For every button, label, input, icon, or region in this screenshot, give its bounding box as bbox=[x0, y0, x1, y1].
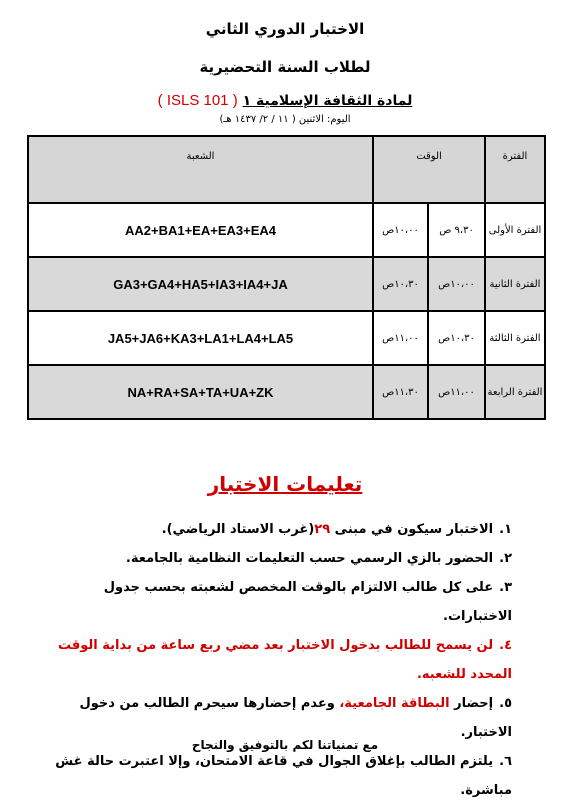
list-item bbox=[32, 631, 512, 689]
instructions-title: تعليمات الاختبار bbox=[207, 472, 363, 496]
table-header-row bbox=[28, 136, 545, 203]
period-cell: الفترة الرابعة bbox=[485, 365, 545, 419]
page-subtitle: لطلاب السنة التحضيرية bbox=[199, 58, 371, 76]
time-from-cell: ١١،٠٠ص bbox=[428, 365, 485, 419]
item-number: ٣. bbox=[499, 580, 512, 595]
period-cell: الفترة الثانية bbox=[485, 257, 545, 311]
id-card-highlight: البطاقة الجامعية، bbox=[339, 696, 450, 711]
course-title bbox=[0, 92, 570, 109]
table-row bbox=[28, 311, 545, 365]
item-text: الاختبار سيكون في مبنى bbox=[334, 522, 494, 537]
groups-cell: AA2+BA1+EA+EA3+EA4 bbox=[28, 203, 373, 257]
time-to-cell: ١١،٣٠ص bbox=[373, 365, 428, 419]
item-text: الحضور بالزي الرسمي حسب التعليمات النظامية بالجامعة. bbox=[125, 551, 494, 566]
exam-date: اليوم: الاثنين ( ١١ / ٢/ ١٤٣٧ هـ) bbox=[219, 114, 351, 125]
list-item bbox=[32, 573, 512, 631]
page-title: الاختبار الدوري الثاني bbox=[205, 20, 365, 38]
period-cell: الفترة الأولى bbox=[485, 203, 545, 257]
item-text: (غرب الاستاد الرياضي). bbox=[161, 522, 315, 537]
list-item bbox=[32, 544, 512, 573]
item-text: على كل طالب الالتزام بالوقت المخصص لشعبته بحسب جدول الاختبارات. bbox=[103, 580, 512, 624]
list-item bbox=[32, 515, 512, 544]
item-text: لن يسمح للطالب بدخول الاختبار بعد مضي ربع ساعة من بداية الوقت المحدد للشعبه. bbox=[57, 638, 512, 682]
time-from-cell: ١٠،٣٠ص bbox=[428, 311, 485, 365]
time-from-cell: ٩،٣٠ ص bbox=[428, 203, 485, 257]
time-to-cell: ١٠،٠٠ص bbox=[373, 203, 428, 257]
item-text: وعدم إحضارها سيحرم الطالب من دخول الاختبار. bbox=[79, 696, 512, 740]
item-text: يلتزم الطالب بإغلاق الجوال في قاعة الامتحان، وإلا اعتبرت حالة غش مباشرة. bbox=[55, 754, 512, 798]
item-number: ٦. bbox=[499, 754, 512, 769]
groups-cell: JA5+JA6+KA3+LA1+LA4+LA5 bbox=[28, 311, 373, 365]
item-number: ٤. bbox=[499, 638, 512, 653]
instructions-list bbox=[32, 515, 512, 805]
table-row bbox=[28, 365, 545, 419]
closing-wishes: مع تمنياتنا لكم بالتوفيق والنجاح bbox=[191, 738, 379, 752]
course-name: لمادة الثقافة الإسلامية ١ bbox=[242, 93, 413, 109]
item-text: إحضار bbox=[454, 696, 494, 711]
item-number: ١. bbox=[499, 522, 512, 537]
time-to-cell: ١٠،٣٠ص bbox=[373, 257, 428, 311]
schedule-table bbox=[27, 135, 546, 420]
table-row bbox=[28, 203, 545, 257]
building-number: ٢٩ bbox=[314, 522, 331, 537]
groups-cell: GA3+GA4+HA5+IA3+IA4+JA bbox=[28, 257, 373, 311]
table-row bbox=[28, 257, 545, 311]
list-item bbox=[32, 747, 512, 805]
period-cell: الفترة الثالثة bbox=[485, 311, 545, 365]
course-code: ( ISLS 101 ) bbox=[157, 92, 238, 109]
header-section: الشعبة bbox=[28, 136, 373, 203]
groups-cell: NA+RA+SA+TA+UA+ZK bbox=[28, 365, 373, 419]
header-time: الوقت bbox=[373, 136, 485, 203]
time-from-cell: ١٠،٠٠ص bbox=[428, 257, 485, 311]
time-to-cell: ١١،٠٠ص bbox=[373, 311, 428, 365]
header-period: الفترة bbox=[485, 136, 545, 203]
item-number: ٥. bbox=[499, 696, 512, 711]
item-number: ٢. bbox=[499, 551, 512, 566]
